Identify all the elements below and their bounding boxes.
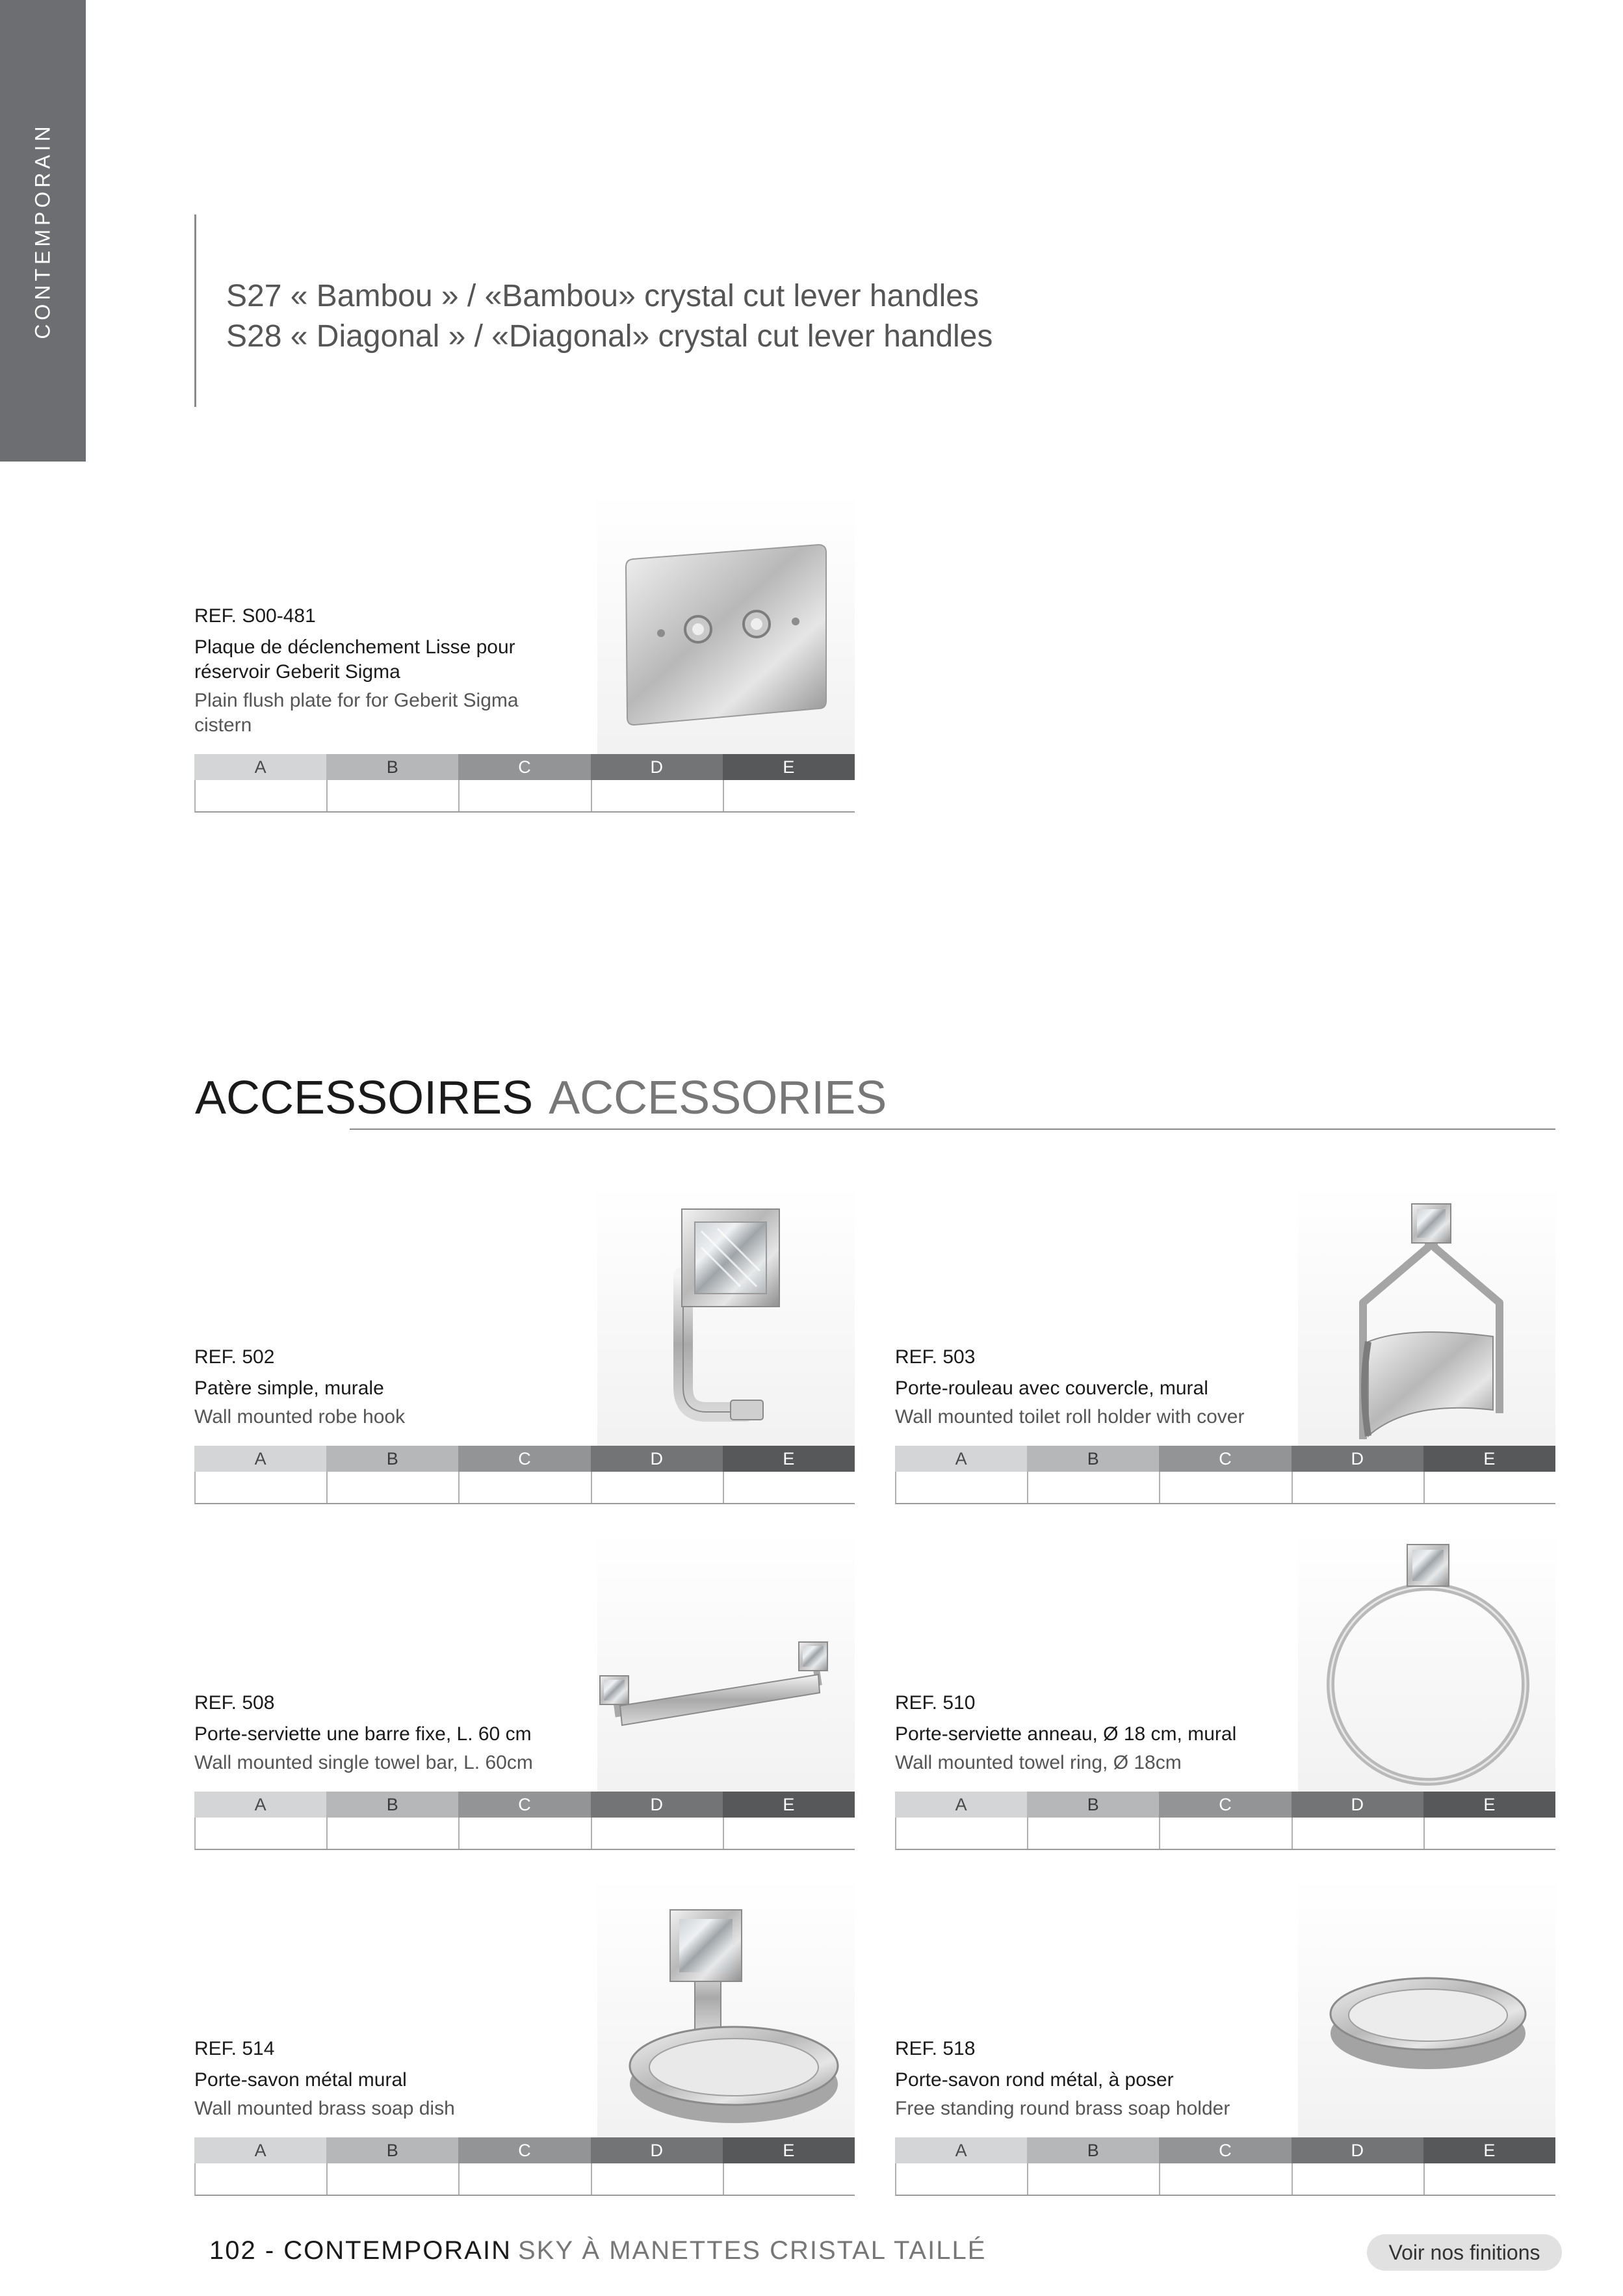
- product-502: [194, 1186, 855, 1504]
- finish-cells: [895, 1472, 1555, 1504]
- finish-col-e: E: [1423, 1446, 1555, 1472]
- section-title: [195, 1071, 887, 1125]
- section-title-fr: ACCESSOIRES: [195, 1072, 534, 1124]
- finish-col-b: B: [326, 754, 458, 780]
- product-name-en: Free standing round brass soap holder: [895, 2098, 1230, 2119]
- finish-cells: [194, 780, 855, 813]
- product-name-fr: Patère simple, murale: [194, 1377, 384, 1399]
- toilet-roll-holder-image: [1298, 1186, 1555, 1459]
- product-text: [194, 1692, 610, 1775]
- finish-header: [895, 1792, 1555, 1818]
- finish-col-b: B: [1027, 1792, 1159, 1818]
- finish-col-c: C: [1159, 1446, 1291, 1472]
- page-footer: [209, 2236, 986, 2265]
- finish-table: [895, 1446, 1555, 1504]
- product-text: [194, 1346, 610, 1429]
- soap-holder-image: [1298, 1877, 1555, 2150]
- product-text: [194, 2038, 610, 2121]
- finish-col-c: C: [1159, 2137, 1291, 2163]
- finish-col-a: A: [194, 1446, 326, 1472]
- product-514: [194, 1877, 855, 2196]
- product-text: [895, 2038, 1311, 2121]
- finish-col-e: E: [1423, 1792, 1555, 1818]
- product-name-fr: Porte-savon métal mural: [194, 2069, 407, 2091]
- finish-header: [194, 1792, 855, 1818]
- product-text: [895, 1346, 1311, 1429]
- product-name-fr-line-2: réservoir Geberit Sigma: [194, 661, 400, 683]
- finish-col-c: C: [458, 2137, 590, 2163]
- product-ref: REF. S00-481: [194, 605, 316, 627]
- product-name-en: Plain flush plate for for Geberit Sigma: [194, 690, 519, 711]
- section-rule: [350, 1128, 1555, 1130]
- finish-cells: [895, 1818, 1555, 1850]
- product-ref: REF. 518: [895, 2038, 976, 2059]
- product-name-en: Wall mounted towel ring, Ø 18cm: [895, 1752, 1182, 1773]
- flush-plate-image: [597, 494, 855, 767]
- product-text: [194, 605, 610, 738]
- finish-col-e: E: [1423, 2137, 1555, 2163]
- product-name-fr: Porte-serviette anneau, Ø 18 cm, mural: [895, 1723, 1237, 1745]
- product-name-en: Wall mounted toilet roll holder with cover: [895, 1406, 1245, 1428]
- footer-page-title: 102 - CONTEMPORAIN: [209, 2236, 512, 2265]
- finish-header: [194, 2137, 855, 2163]
- product-name-en: Wall mounted robe hook: [194, 1406, 406, 1428]
- finish-col-b: B: [326, 2137, 458, 2163]
- robe-hook-image: [597, 1186, 855, 1459]
- finish-col-a: A: [895, 2137, 1027, 2163]
- product-ref: REF. 502: [194, 1346, 275, 1368]
- finish-col-a: A: [194, 2137, 326, 2163]
- finish-cells: [194, 2163, 855, 2196]
- headline: [226, 276, 993, 357]
- product-ref: REF. 508: [194, 1692, 275, 1714]
- headline-line-2: S28 « Diagonal » / «Diagonal» crystal cut lever handles: [226, 319, 993, 354]
- product-510: [895, 1532, 1555, 1850]
- finish-col-e: E: [723, 1446, 855, 1472]
- product-508: [194, 1532, 855, 1850]
- finish-col-a: A: [895, 1446, 1027, 1472]
- finish-header: [194, 754, 855, 780]
- finish-cells: [194, 1472, 855, 1504]
- sidebar-label: CONTEMPORAIN: [31, 122, 55, 339]
- product-name-fr: Plaque de déclenchement Lisse pour: [194, 636, 515, 658]
- finish-header: [194, 1446, 855, 1472]
- finish-col-a: A: [194, 1792, 326, 1818]
- section-title-en: ACCESSORIES: [549, 1072, 887, 1124]
- towel-bar-image: [597, 1532, 855, 1805]
- finish-col-d: D: [591, 1446, 723, 1472]
- finish-col-b: B: [326, 1446, 458, 1472]
- product-name-en: Wall mounted brass soap dish: [194, 2098, 455, 2119]
- product-ref: REF. 514: [194, 2038, 275, 2059]
- product-ref: REF. 510: [895, 1692, 976, 1714]
- finish-col-d: D: [591, 2137, 723, 2163]
- finish-table: [194, 2137, 855, 2196]
- finish-col-d: D: [1292, 1446, 1423, 1472]
- sidebar-tab: [0, 0, 86, 462]
- finish-col-d: D: [591, 754, 723, 780]
- see-finishes-button[interactable]: Voir nos finitions: [1367, 2234, 1562, 2271]
- finish-col-c: C: [458, 754, 590, 780]
- finish-col-e: E: [723, 2137, 855, 2163]
- finish-cells: [895, 2163, 1555, 2196]
- product-name-fr: Porte-rouleau avec couvercle, mural: [895, 1377, 1208, 1399]
- product-503: [895, 1186, 1555, 1504]
- finish-col-a: A: [194, 754, 326, 780]
- finish-col-d: D: [591, 1792, 723, 1818]
- finish-col-c: C: [458, 1792, 590, 1818]
- finish-col-d: D: [1292, 2137, 1423, 2163]
- finish-table: [895, 1792, 1555, 1850]
- product-text: [895, 1692, 1311, 1775]
- finish-col-c: C: [458, 1446, 590, 1472]
- product-name-fr: Porte-serviette une barre fixe, L. 60 cm: [194, 1723, 532, 1745]
- product-name-en: Wall mounted single towel bar, L. 60cm: [194, 1752, 533, 1773]
- finish-header: [895, 2137, 1555, 2163]
- footer-subtitle: SKY À MANETTES CRISTAL TAILLÉ: [517, 2236, 987, 2265]
- headline-line-1: S27 « Bambou » / «Bambou» crystal cut lever handles: [226, 279, 979, 313]
- product-ref: REF. 503: [895, 1346, 976, 1368]
- product-flush-plate: [194, 494, 855, 813]
- headline-rule: [194, 215, 196, 407]
- finish-table: [194, 754, 855, 813]
- finish-col-c: C: [1159, 1792, 1291, 1818]
- product-518: [895, 1877, 1555, 2196]
- product-name-fr: Porte-savon rond métal, à poser: [895, 2069, 1174, 2091]
- finish-col-d: D: [1292, 1792, 1423, 1818]
- finish-col-b: B: [1027, 2137, 1159, 2163]
- towel-ring-image: [1298, 1532, 1555, 1805]
- finish-col-b: B: [1027, 1446, 1159, 1472]
- finish-table: [895, 2137, 1555, 2196]
- finish-col-b: B: [326, 1792, 458, 1818]
- finish-table: [194, 1792, 855, 1850]
- finish-col-e: E: [723, 754, 855, 780]
- finish-table: [194, 1446, 855, 1504]
- product-name-en-line-2: cistern: [194, 714, 252, 736]
- finish-header: [895, 1446, 1555, 1472]
- finish-cells: [194, 1818, 855, 1850]
- finish-col-e: E: [723, 1792, 855, 1818]
- finish-col-a: A: [895, 1792, 1027, 1818]
- soap-dish-image: [597, 1877, 855, 2150]
